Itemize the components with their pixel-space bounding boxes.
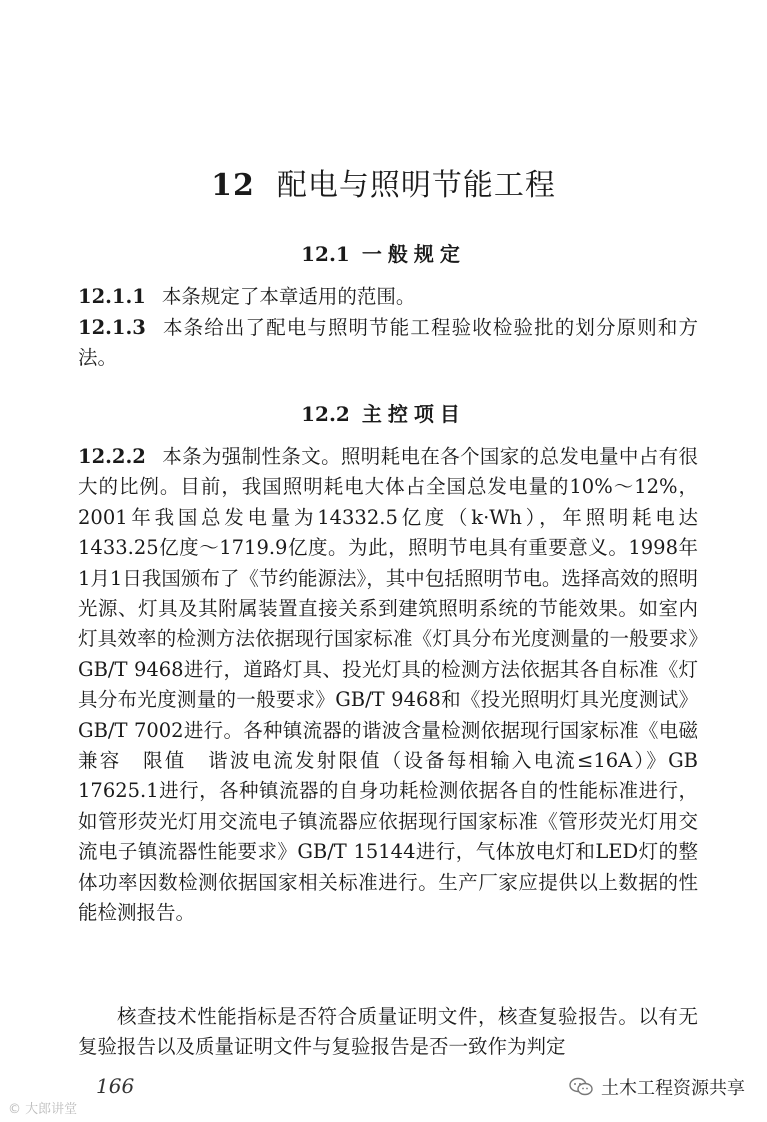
- watermark-right-text: 土木工程资源共享: [601, 1078, 745, 1099]
- clause-12-2-2: [78, 442, 698, 929]
- section-title-12-1: [0, 238, 767, 267]
- clause-number: 12.1.3: [78, 316, 146, 339]
- section-title-12-2: [0, 398, 767, 427]
- clause-text: 本条规定了本章适用的范围。: [161, 285, 416, 308]
- section-number: 12.2: [301, 402, 350, 426]
- page-number: 166: [96, 1074, 135, 1098]
- clause-text: 本条为强制性条文。照明耗电在各个国家的总发电量中占有很大的比例。目前，我国照明耗电大体占全国总发电量的10%～12%，2001年我国总发电量为14332.5亿度（k·Wh），年照明耗电达1433.25亿度～1719.9亿度。为此，照明节电具有重要意义。1998年1月1日我国颁布了《节约能源法》，其中包括照明节电。选择高效的照明光源、灯具及其附属装置直接关系到建筑照明系统的节能效果。如室内灯具效率的检测方法依据现行国家标准《灯具分布光度测量的一般要求》GB/T 9468进行，道路灯具、投光灯具的检测方法依据其各自标准《灯具分布光度测量的一般要求》GB/T 9468和《投光照明灯具光度测试》GB/T 7002进行。各种镇流器的谐波含量检测依据现行国家标准《电磁兼容 限值 谐波电流发射限值（设备每相输入电流≤16A）》GB 17625.1进行，各种镇流器的自身功耗检测依据各自的性能标准进行，如管形荧光灯用交流电子镇流器应依据现行国家标准《管形荧光灯用交流电子镇流器性能要求》GB/T 15144进行，气体放电灯和LED灯的整体功率因数检测依据国家相关标准进行。生产厂家应提供以上数据的性能检测报告。: [78, 445, 698, 925]
- clause-number: 12.1.1: [78, 285, 146, 308]
- section-title-text: 主控项目: [361, 402, 466, 426]
- chapter-title: [0, 160, 767, 204]
- clause-number: 12.2.2: [78, 445, 146, 468]
- wechat-icon: [569, 1077, 593, 1097]
- section-title-text: 一般规定: [361, 242, 466, 266]
- clause-text: 本条给出了配电与照明节能工程验收检验批的划分原则和方法。: [78, 316, 698, 370]
- chapter-title-text: 配电与照明节能工程: [276, 168, 556, 203]
- clause-12-1-3: [78, 313, 698, 374]
- paragraph-continued: 核查技术性能指标是否符合质量证明文件，核查复验报告。以有无复验报告以及质量证明文件与复验报告是否一致作为判定: [78, 1005, 698, 1059]
- section-number: 12.1: [301, 242, 350, 266]
- watermark-left: © 大郎讲堂: [8, 1102, 78, 1117]
- watermark-right: [569, 1074, 745, 1100]
- clause-12-1-1: [78, 282, 698, 312]
- chapter-number: 12: [211, 168, 255, 203]
